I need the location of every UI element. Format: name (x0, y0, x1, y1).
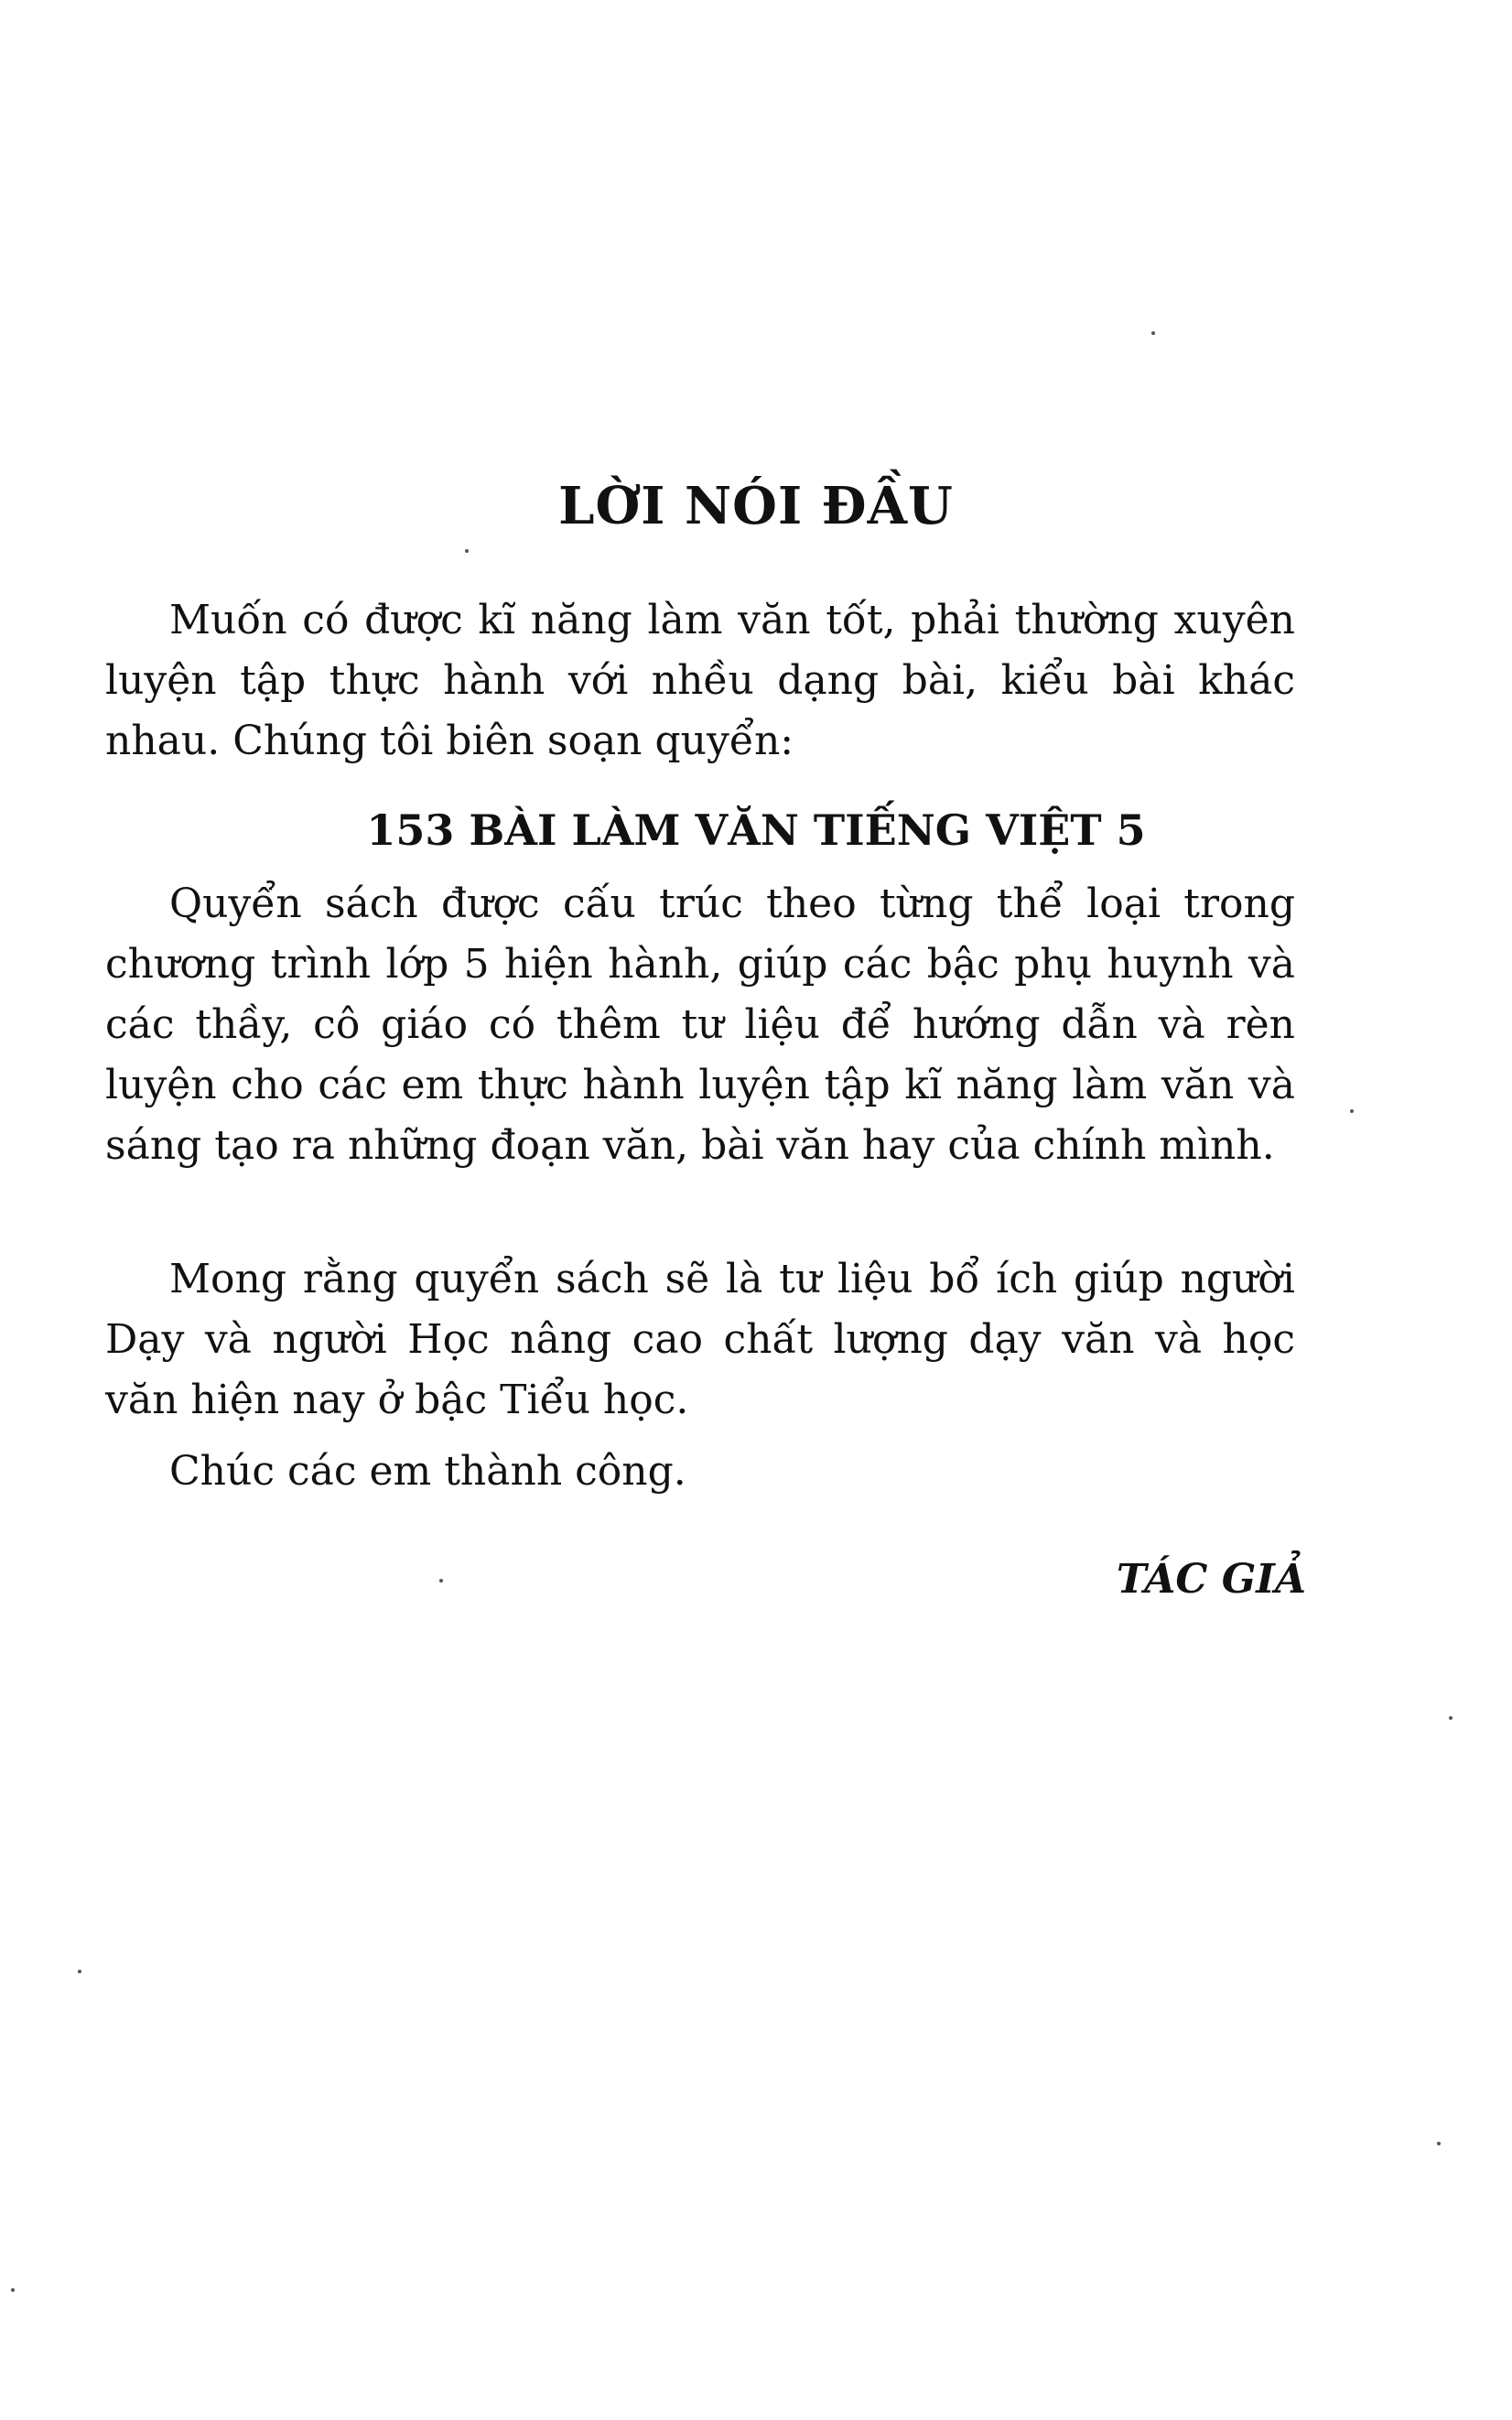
book-title: 153 BÀI LÀM VĂN TIẾNG VIỆT 5 (366, 805, 1146, 855)
paragraph-intro (105, 590, 1295, 772)
paragraph-structure (105, 874, 1295, 1176)
scan-speck (1151, 331, 1155, 335)
author-signature: TÁC GIẢ (1116, 1556, 1306, 1603)
scan-speck (78, 1970, 81, 1973)
scan-speck (1437, 2142, 1441, 2145)
scan-speck (1350, 1109, 1354, 1113)
paragraph-structure-text: Quyển sách được cấu trúc theo từng thể loại trong chương trình lớp 5 hiện hành, giúp các bậc phụ huynh và các thầy, cô giáo có thêm tư liệu để hướng dẫn và rèn luyện cho các em thực hành luyện tập kĩ năng làm văn và sáng tạo ra những đoạn văn, bài văn hay của chính mình. (105, 880, 1295, 1169)
paragraph-hope-text: Mong rằng quyển sách sẽ là tư liệu bổ ích giúp người Dạy và người Học nâng cao chất lượng dạy văn và học văn hiện nay ở bậc Tiểu học. (105, 1256, 1295, 1423)
paragraph-hope (105, 1249, 1295, 1431)
scan-speck (1449, 1716, 1453, 1720)
page-title: LỜI NÓI ĐẦU (558, 476, 954, 536)
paragraph-wish (105, 1442, 1295, 1502)
scan-speck (11, 2288, 15, 2292)
scan-speck (465, 549, 469, 553)
scan-speck (439, 1579, 443, 1583)
paragraph-intro-text: Muốn có được kĩ năng làm văn tốt, phải thường xuyên luyện tập thực hành với nhều dạng bài, kiểu bài khác nhau. Chúng tôi biên soạn quyển: (105, 597, 1295, 764)
paragraph-wish-text: Chúc các em thành công. (169, 1448, 686, 1495)
